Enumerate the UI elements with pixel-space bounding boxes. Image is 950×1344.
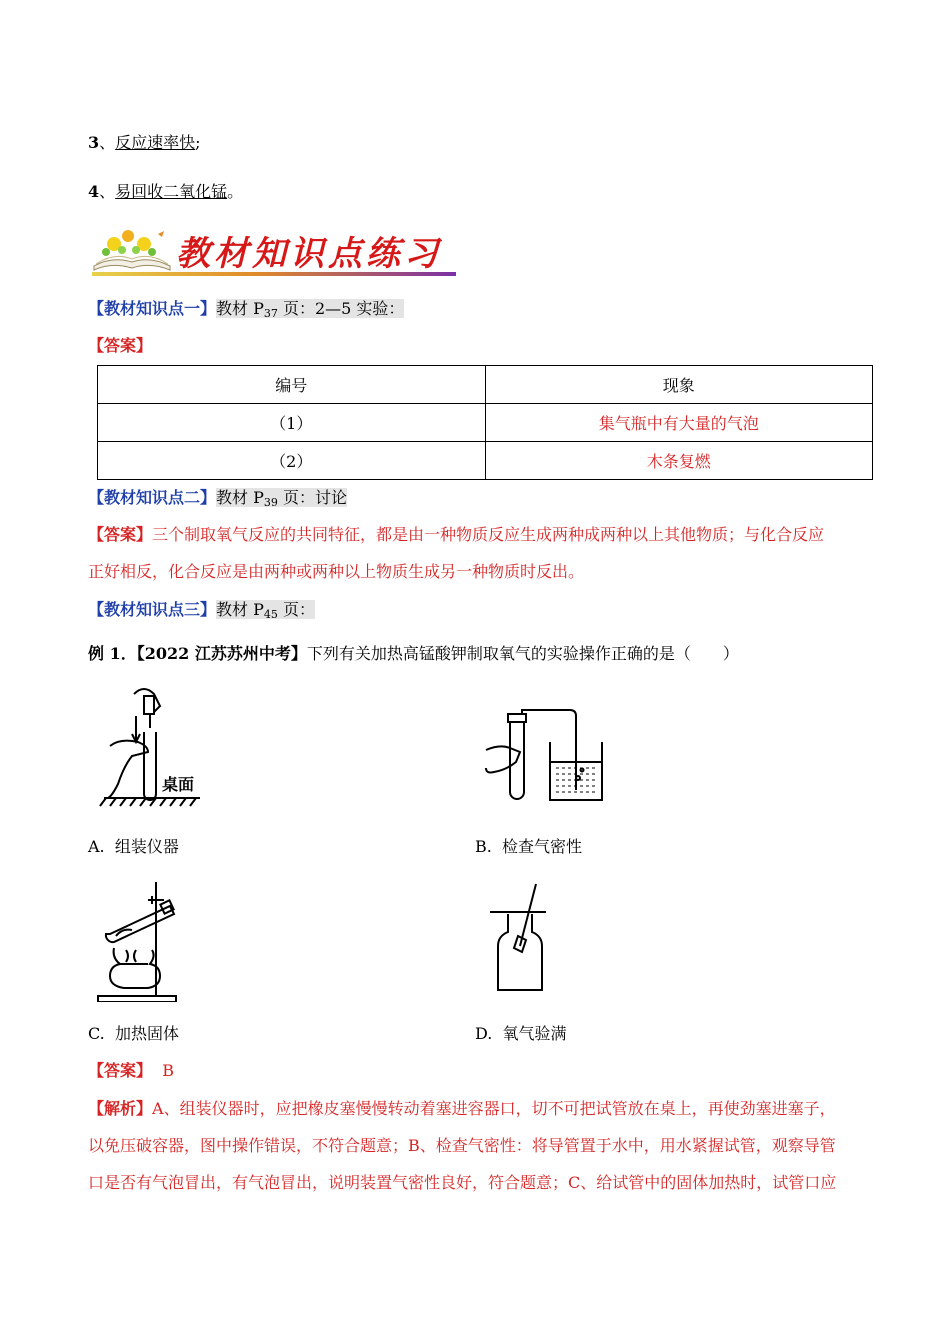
point-tag: 【教材知识点一】 [88,299,217,318]
point-tag: 【教材知识点三】 [88,600,217,619]
knowledge-point-3 [88,600,315,620]
option-a: A. 组装仪器 [88,837,179,856]
table-cell-id: （2） [98,442,486,480]
gas-bottle-check-icon [488,882,550,994]
table-cell-result: 木条复燃 [485,442,873,480]
analysis-tag: 【解析】 [88,1099,153,1118]
list-number: 4 [88,182,100,201]
test-tube-assembly-icon [96,686,206,816]
point-ref: 教材 $P_{37}$ 页：2—5 实验： [216,299,405,320]
table-header: 编号 [98,366,486,404]
experiment-table [97,365,873,480]
option-b: B. 检查气密性 [475,837,583,856]
list-item-4 [88,182,243,202]
table-row [98,442,873,480]
answer-tag: 【答案】 [88,1061,153,1080]
section-banner [88,222,460,280]
list-item-3 [88,133,201,153]
knowledge-point-2 [88,488,347,508]
banner-title: 教材知识点练习 [176,234,442,274]
table-cell-id: （1） [98,404,486,442]
figure-b-airtight [484,702,614,806]
point-ref: 教材 $P_{39}$ 页：讨论 [216,488,347,509]
option-c: C. 加热固体 [88,1024,179,1043]
list-separator: 、 [99,182,116,201]
example-label: 例 1． [88,644,137,663]
list-text: 反应速率快 [115,133,196,152]
point-ref: 教材 $P_{45}$ 页： [216,600,315,621]
table-row [98,404,873,442]
table-cell-result: 集气瓶中有大量的气泡 [485,404,873,442]
knowledge-point-1 [88,299,404,319]
list-text: 易回收二氧化锰 [115,182,228,201]
example-source: 【2022 江苏苏州中考】 [136,644,307,663]
list-separator: 、 [99,133,116,152]
figure-a-assemble [96,686,206,816]
answer-tag: 【答案】 [88,525,153,544]
table-header-row [98,366,873,404]
heating-apparatus-icon [96,878,178,1002]
list-end: 。 [227,182,244,201]
answer-paragraph-2: 【答案】三个制取氧气反应的共同特征，都是由一种物质反应生成两种成两种以上其他物质；与化合反应 正好相反，化合反应是由两种或两种以上物质生成另一种物质时反出。 [88,525,825,581]
example-answer [88,1061,174,1081]
answer-value: B [162,1061,174,1080]
list-number: 3 [88,133,100,152]
figure-d-verify [488,882,550,994]
answer-tag: 【答案】 [88,336,153,355]
list-end: ; [195,133,201,152]
analysis-paragraph: 【解析】A、组装仪器时，应把橡皮塞慢慢转动着塞进容器口，切不可把试管放在桌上，再使劲塞进塞子， 以免压破容器，图中操作错误，不符合题意；B、检查气密性：将导管置于水中，用水紧握试管，观察导管 口是否有气泡冒出，有气泡冒出，说明装置气密性良好，符合题意；C、给试管中的固体加热时，试管口应 [88,1099,837,1192]
figure-c-heating [96,878,178,1002]
table-header: 现象 [485,366,873,404]
example-question-text: 下列有关加热高锰酸钾制取氧气的实验操作正确的是（ ） [306,644,739,663]
example-question [88,644,739,664]
option-d: D. 氧气验满 [475,1024,567,1043]
airtightness-check-icon [484,702,614,806]
desk-label: 桌面 [162,775,195,794]
point-tag: 【教材知识点二】 [88,488,217,507]
